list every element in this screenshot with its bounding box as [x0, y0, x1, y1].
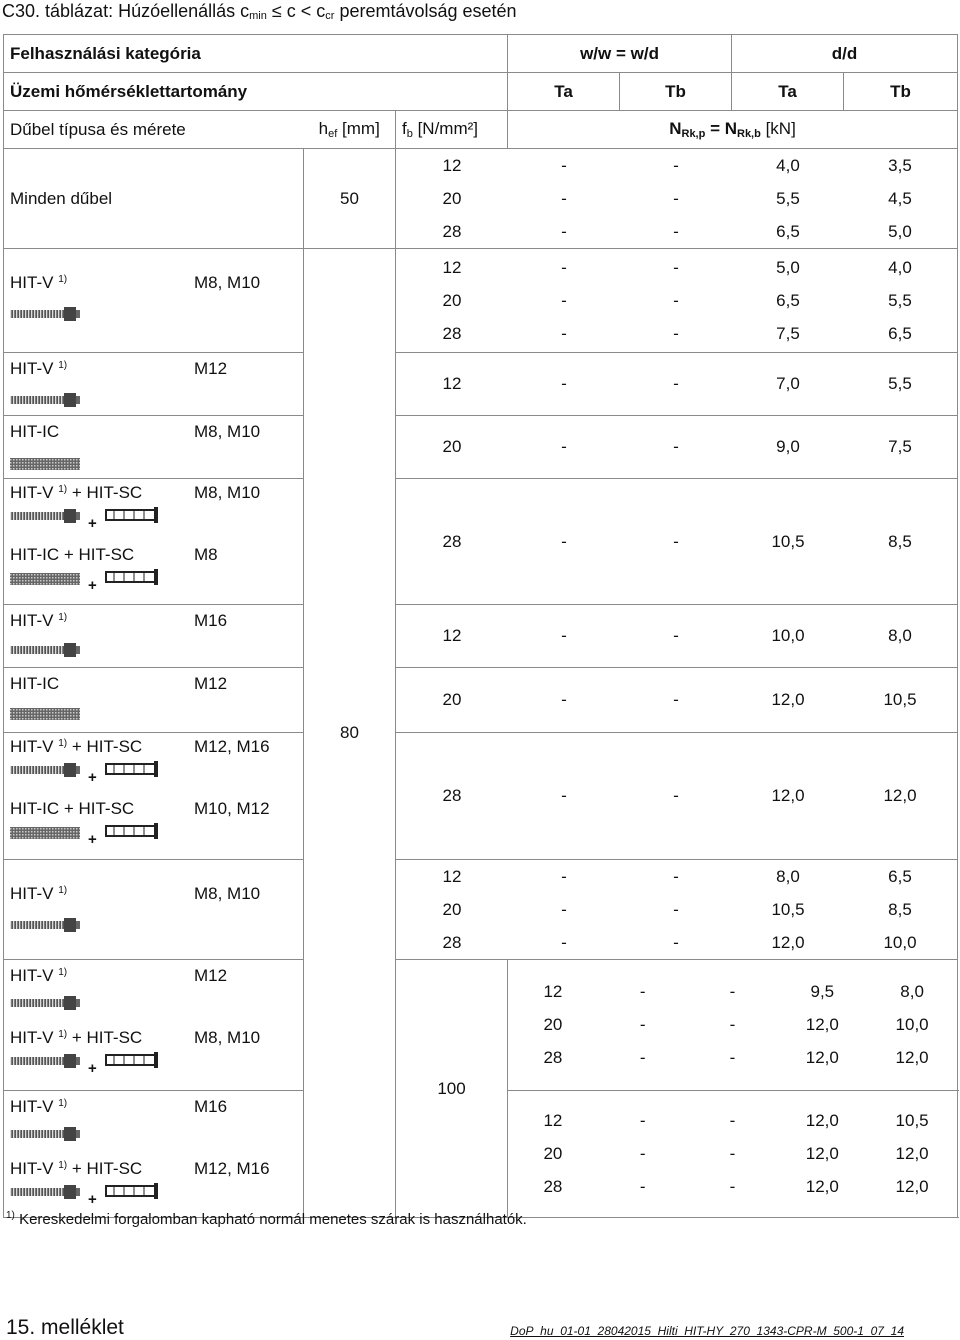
ta-dd-value: 8,0 [776, 866, 800, 886]
fb-value: 12 [442, 257, 462, 277]
anchor-name: HIT-V $^{1)}$ [10, 273, 68, 292]
anchor-name: HIT-V $^{1)}$ + HIT-SC [10, 737, 143, 756]
anchor-name: HIT-V $^{1)}$ + HIT-SC [10, 483, 143, 502]
value-row [396, 368, 957, 401]
values-100b [508, 960, 958, 1091]
anchor-cell [4, 479, 304, 605]
ta-ww-value: - [561, 155, 567, 175]
value-row [396, 893, 957, 926]
anchor-name: HIT-IC [10, 674, 60, 693]
ta-dd-value: 12,0 [771, 786, 805, 805]
ta-dd-value: 10,5 [771, 899, 805, 919]
row-80-sc-combo-2 [4, 733, 958, 860]
threaded-rod-icon [10, 1185, 80, 1199]
anchor-name: HIT-V $^{1)}$ [10, 1097, 68, 1116]
anchor-size-2: M12, M16 [194, 1159, 270, 1178]
value-row [508, 976, 957, 1009]
threaded-rod-icon [10, 1127, 80, 1141]
ta-dd-value: 6,5 [776, 290, 800, 310]
tb-dd-value: 10,0 [895, 1015, 929, 1034]
tb-ww-value: - [673, 437, 679, 456]
values-80c [396, 416, 958, 479]
all-anchors-label: Minden dűbel [4, 149, 304, 249]
value-row [396, 684, 957, 717]
tb-dd-value: 12,0 [895, 1048, 929, 1067]
value-row [508, 1105, 957, 1138]
header-row-temperature [4, 73, 958, 111]
ta-dd-value: 9,0 [776, 437, 800, 456]
ta-dd-value: 4,0 [776, 155, 800, 175]
tb-dd-value: 4,0 [888, 257, 912, 277]
plus-sign: + [88, 1191, 97, 1208]
fb-value: 28 [442, 221, 462, 241]
hef-100: 100 [396, 960, 508, 1218]
tb-ww-value: - [673, 290, 679, 310]
anchor-size: M8, M10 [194, 422, 261, 441]
fb-value: 28 [442, 323, 462, 343]
values-100c [508, 1091, 958, 1218]
nrk-header: NRk,p = NRk,b [kN] [508, 111, 958, 149]
tb-dd-value: 6,5 [888, 323, 912, 343]
footnote: $^{1)}$ Kereskedelmi forgalomban kapható normál menetes szárak is használhatók. [6, 1210, 527, 1228]
anchor-cell [4, 1091, 304, 1218]
document-reference: DoP_hu_01-01_28042015_Hilti_HIT-HY_270_1343-CPR-M_500-1_07_14 [510, 1324, 904, 1338]
tb-ww-value: - [729, 1015, 736, 1034]
tb-dd-value: 6,5 [888, 866, 912, 886]
header-row-category [4, 35, 958, 73]
anchor-size-2: M8, M10 [194, 1028, 261, 1047]
value-row [508, 1171, 957, 1204]
anchor-cell [4, 605, 304, 668]
internal-sleeve-icon [10, 456, 82, 470]
fb-value: 28 [543, 1177, 563, 1196]
tb-ww-value: - [673, 899, 679, 919]
ta-ww-value: - [561, 188, 567, 208]
tb-ww-value: - [673, 188, 679, 208]
anchor-size-2: M8 [194, 545, 218, 564]
value-row [508, 1009, 957, 1042]
fb-value: 28 [442, 531, 462, 551]
dd-header: d/d [732, 35, 958, 73]
value-row [396, 251, 957, 284]
temperature-label: Üzemi hőmérséklettartomány [4, 73, 508, 111]
ta-ww-value: - [561, 690, 567, 709]
ww-header: w/w = w/d [508, 35, 732, 73]
tb-ww-value: - [673, 690, 679, 709]
fb-value: 12 [442, 866, 462, 886]
threaded-rod-icon [10, 509, 80, 523]
hef-50: 50 [304, 149, 396, 249]
tb-ww-value: - [673, 155, 679, 175]
value-row [396, 780, 957, 813]
fb-value: 12 [442, 155, 462, 175]
plus-sign: + [88, 1060, 97, 1077]
tb-ww-value: - [673, 786, 679, 805]
values-80b [396, 353, 958, 416]
tb-dd-value: 5,0 [888, 221, 912, 241]
sieve-sleeve-icon [104, 1183, 160, 1199]
ta-ww-value: - [561, 932, 567, 952]
value-row [508, 1042, 957, 1075]
ta-ww-value: - [561, 786, 567, 805]
internal-sleeve-icon [10, 825, 82, 839]
tb-dd-value: 3,5 [888, 155, 912, 175]
value-row [396, 215, 957, 248]
anchor-name: HIT-IC [10, 422, 60, 441]
values-80a [396, 249, 958, 353]
ta-dd-value: 10,0 [771, 626, 805, 645]
value-row [396, 431, 957, 464]
anchor-size: M16 [194, 1097, 228, 1116]
sieve-sleeve-icon [104, 507, 160, 523]
tb-ww-value: - [729, 1144, 736, 1163]
anchor-cell [4, 733, 304, 860]
value-row [396, 926, 957, 959]
ta-ww-value: - [561, 437, 567, 456]
values-all [396, 149, 958, 249]
anchor-size: M12 [194, 359, 228, 378]
values-80g [396, 733, 958, 860]
plus-sign: + [88, 769, 97, 786]
plus-sign: + [88, 515, 97, 532]
ta-ww-value: - [561, 531, 567, 551]
values-80e [396, 605, 958, 668]
tb-ww-value: - [673, 932, 679, 952]
tb-dd-value: 10,5 [895, 1111, 929, 1130]
row-80-hitic-m12 [4, 668, 958, 733]
ta-ww-value: - [561, 866, 567, 886]
threaded-rod-icon [10, 763, 80, 777]
ta-dd-value: 12,0 [805, 1015, 839, 1034]
ta-dd-value: 5,0 [776, 257, 800, 277]
tb-dd-value: 12,0 [895, 1177, 929, 1196]
ta-dd-value: 12,0 [805, 1111, 839, 1130]
tb-ww-value: - [673, 323, 679, 343]
anchor-name: HIT-V $^{1)}$ [10, 884, 68, 903]
tb-dd-value: 12,0 [883, 786, 917, 805]
fb-header: fb [N/mm²] [396, 111, 508, 149]
value-row [396, 284, 957, 317]
threaded-rod-icon [10, 643, 80, 657]
ta-dd-value: 7,0 [776, 374, 800, 393]
ta-dd-value: 12,0 [771, 690, 805, 709]
ta-ww-value: - [561, 323, 567, 343]
fb-value: 12 [543, 982, 563, 1001]
internal-sleeve-icon [10, 571, 82, 585]
plus-sign: + [88, 577, 97, 594]
ta-ww-value: - [639, 982, 646, 1001]
fb-value: 12 [442, 374, 462, 393]
fb-value: 20 [543, 1015, 563, 1034]
tb-dd-value: 5,5 [888, 374, 912, 393]
value-row [396, 620, 957, 653]
tb-ww-value: - [729, 1177, 736, 1196]
hef-80: 80 [304, 249, 396, 1218]
tb-ww-value: - [673, 866, 679, 886]
anchor-cell [4, 668, 304, 733]
ta-ww-value: - [639, 1048, 646, 1067]
ta-ww-header: Ta [508, 73, 620, 111]
anchor-cell [4, 249, 304, 353]
anchor-name: HIT-V $^{1)}$ [10, 611, 68, 630]
ta-ww-value: - [639, 1144, 646, 1163]
row-100-hitv-m12 [4, 960, 958, 1091]
anchor-size: M16 [194, 611, 228, 630]
tb-ww-value: - [673, 257, 679, 277]
row-80-sc-combo [4, 479, 958, 605]
header-row-units [4, 111, 958, 149]
threaded-rod-icon [10, 307, 80, 321]
ta-ww-value: - [561, 221, 567, 241]
sieve-sleeve-icon [104, 823, 160, 839]
fb-value: 12 [543, 1111, 563, 1130]
anchor-name: HIT-V $^{1)}$ [10, 359, 68, 378]
anchor-cell [4, 416, 304, 479]
ta-dd-value: 12,0 [805, 1177, 839, 1196]
internal-sleeve-icon [10, 706, 82, 720]
row-80-hitv-m12 [4, 353, 958, 416]
tb-ww-value: - [673, 626, 679, 645]
anchor-name-2: HIT-IC + HIT-SC [10, 799, 135, 818]
tb-ww-value: - [673, 221, 679, 241]
ta-dd-value: 12,0 [805, 1144, 839, 1163]
fb-value: 20 [543, 1144, 563, 1163]
value-row [396, 525, 957, 558]
fb-value: 20 [442, 188, 462, 208]
tb-ww-value: - [729, 1111, 736, 1130]
ta-ww-value: - [561, 626, 567, 645]
anchor-name-2: HIT-V $^{1)}$ + HIT-SC [10, 1028, 143, 1047]
value-row [396, 149, 957, 182]
anchor-size: M8, M10 [194, 483, 261, 502]
anchor-cell [4, 860, 304, 960]
sieve-sleeve-icon [104, 761, 160, 777]
anchor-name: HIT-V $^{1)}$ [10, 966, 68, 985]
tb-dd-value: 8,5 [888, 531, 912, 551]
value-row [508, 1138, 957, 1171]
fb-value: 20 [442, 290, 462, 310]
row-all-anchors [4, 149, 958, 249]
ta-ww-value: - [561, 374, 567, 393]
ta-dd-value: 12,0 [771, 932, 805, 952]
plus-sign: + [88, 831, 97, 848]
ta-ww-value: - [561, 899, 567, 919]
ta-ww-value: - [561, 290, 567, 310]
sieve-sleeve-icon [104, 569, 160, 585]
tb-dd-value: 8,5 [888, 899, 912, 919]
ta-dd-header: Ta [732, 73, 844, 111]
ta-ww-value: - [639, 1111, 646, 1130]
tb-dd-value: 4,5 [888, 188, 912, 208]
table-title: C30. táblázat: Húzóellenállás $c_{min} \le c < c_{cr}$ peremtávolság esetén [2, 1, 517, 22]
fb-value: 20 [442, 690, 462, 709]
threaded-rod-icon [10, 918, 80, 932]
ta-dd-value: 5,5 [776, 188, 800, 208]
values-80d [396, 479, 958, 605]
tb-dd-value: 10,5 [883, 690, 917, 709]
anchor-name-2: HIT-IC + HIT-SC [10, 545, 135, 564]
threaded-rod-icon [10, 393, 80, 407]
anchor-cell [4, 353, 304, 416]
tb-ww-value: - [673, 531, 679, 551]
fb-value: 28 [543, 1048, 563, 1067]
row-100-hitv-m8 [4, 860, 958, 960]
tb-dd-value: 8,0 [888, 626, 912, 645]
value-row [396, 182, 957, 215]
tb-ww-value: - [673, 374, 679, 393]
values-100a [396, 860, 958, 960]
resistance-table [3, 34, 958, 1218]
tb-ww-header: Tb [620, 73, 732, 111]
tb-dd-value: 12,0 [895, 1144, 929, 1163]
row-80-hitv-m16 [4, 605, 958, 668]
tb-dd-value: 8,0 [900, 982, 924, 1001]
anchor-name-2: HIT-V $^{1)}$ + HIT-SC [10, 1159, 143, 1178]
anchor-size: M8, M10 [194, 884, 261, 903]
anchor-size: M8, M10 [194, 273, 261, 292]
ta-ww-value: - [639, 1177, 646, 1196]
hef-header: hef [mm] [304, 111, 396, 149]
row-80-hitv-m8 [4, 249, 958, 353]
ta-dd-value: 12,0 [805, 1048, 839, 1067]
anchor-size-2: M10, M12 [194, 799, 270, 818]
fb-value: 28 [442, 932, 462, 952]
tb-dd-value: 5,5 [888, 290, 912, 310]
tb-dd-header: Tb [844, 73, 958, 111]
values-80f [396, 668, 958, 733]
anchor-size: M12, M16 [194, 737, 270, 756]
ta-ww-value: - [639, 1015, 646, 1034]
fb-value: 12 [442, 626, 462, 645]
anchor-size: M12 [194, 674, 228, 693]
row-80-hitic-m8 [4, 416, 958, 479]
anchor-type-label: Dűbel típusa és mérete [4, 111, 304, 149]
value-row [396, 317, 957, 350]
ta-dd-value: 10,5 [771, 531, 805, 551]
tb-dd-value: 10,0 [883, 932, 917, 952]
ta-dd-value: 6,5 [776, 221, 800, 241]
category-label: Felhasználási kategória [4, 35, 508, 73]
annex-number: 15. melléklet [6, 1316, 124, 1339]
anchor-size: M12 [194, 966, 228, 985]
sieve-sleeve-icon [104, 1052, 160, 1068]
tb-dd-value: 7,5 [888, 437, 912, 456]
threaded-rod-icon [10, 1054, 80, 1068]
threaded-rod-icon [10, 996, 80, 1010]
ta-dd-value: 9,5 [810, 982, 835, 1001]
ta-dd-value: 7,5 [776, 323, 800, 343]
ta-ww-value: - [561, 257, 567, 277]
tb-ww-value: - [729, 1048, 736, 1067]
fb-value: 20 [442, 899, 462, 919]
anchor-cell [4, 960, 304, 1091]
fb-value: 28 [442, 786, 462, 805]
value-row [396, 860, 957, 893]
fb-value: 20 [442, 437, 462, 456]
tb-ww-value: - [729, 982, 736, 1001]
